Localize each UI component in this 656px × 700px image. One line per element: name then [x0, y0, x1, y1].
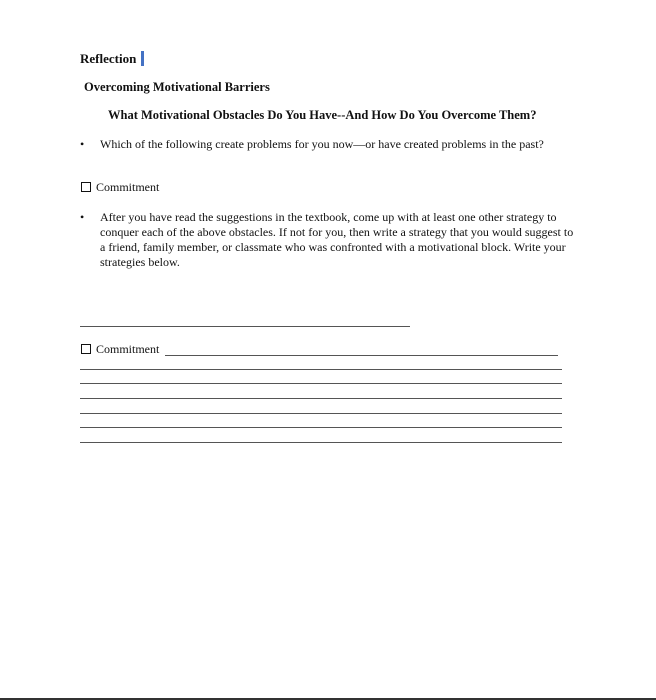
commitment-label: Commitment: [96, 342, 160, 356]
answer-line[interactable]: [80, 413, 562, 414]
text-cursor: [141, 51, 144, 66]
bullet-text: After you have read the suggestions in the textbook, come up with at least one other strategy to conquer each of the above obstacles. If not for you, then write a strategy that you would suggest to a friend, family member, or classmate who was confronted with a motivational block. Write your strategies below.: [100, 210, 574, 269]
bullet-item: [80, 210, 600, 272]
commitment-label: Commitment: [96, 180, 160, 194]
answer-line[interactable]: [80, 383, 562, 384]
checkbox-icon[interactable]: [81, 344, 91, 354]
section-title: [80, 51, 144, 67]
commitment-row: [81, 180, 159, 195]
commitment-row: [81, 342, 159, 357]
subtitle: Overcoming Motivational Barriers: [84, 80, 270, 94]
answer-line[interactable]: [80, 398, 562, 399]
question-heading: What Motivational Obstacles Do You Have--And How Do You Overcome Them?: [108, 108, 537, 122]
answer-line[interactable]: [80, 326, 410, 327]
bullet-icon: •: [80, 210, 85, 224]
bullet-item: [80, 137, 600, 153]
commitment-answer-line[interactable]: [165, 355, 558, 356]
answer-line[interactable]: [80, 427, 562, 428]
checkbox-icon[interactable]: [81, 182, 91, 192]
answer-line[interactable]: [80, 369, 562, 370]
section-title-text: Reflection: [80, 51, 137, 66]
bullet-text: Which of the following create problems for you now—or have created problems in the past?: [100, 137, 544, 151]
answer-line[interactable]: [80, 442, 562, 443]
bullet-icon: •: [80, 137, 85, 151]
